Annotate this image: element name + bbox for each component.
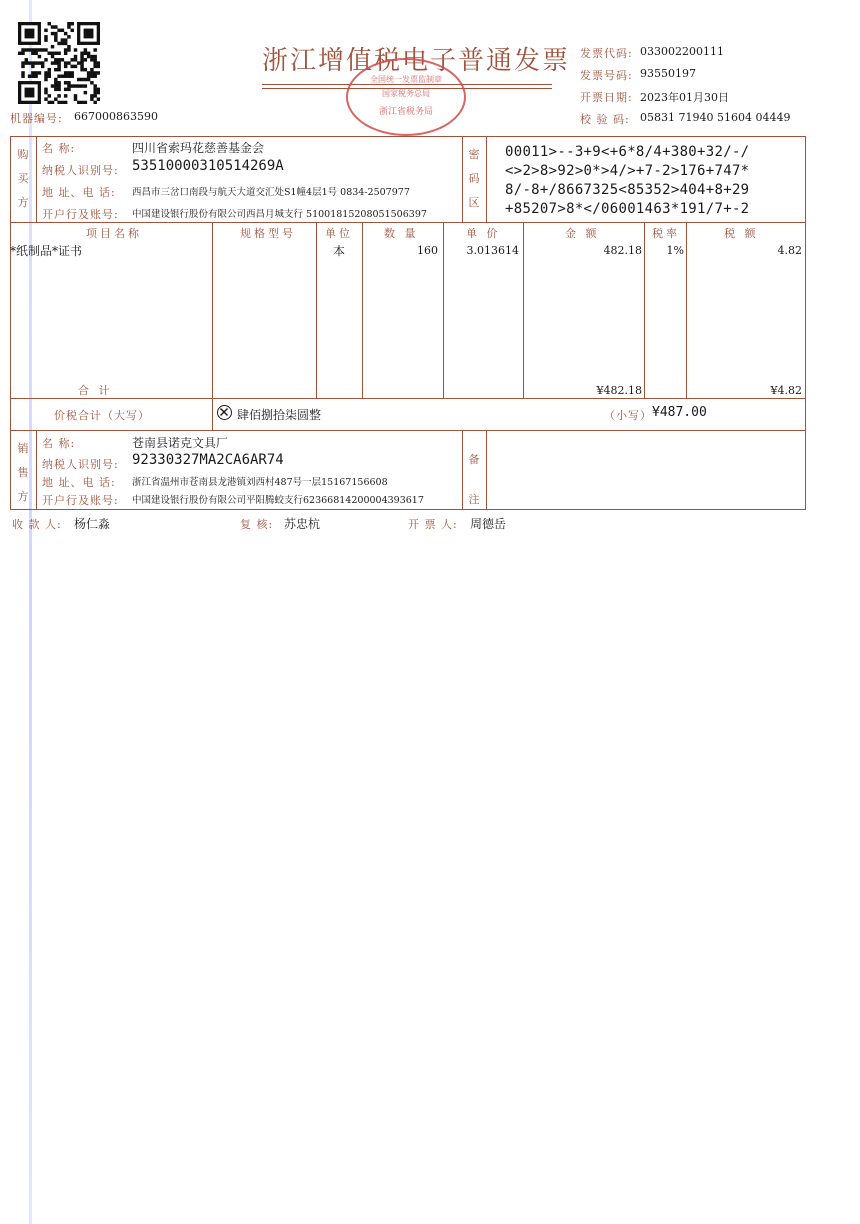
seller-side-divider [36,430,37,510]
close-cross-icon [217,405,232,420]
invoice-number-label: 发票号码: [580,69,633,82]
invoice-number: 93550197 [640,67,696,80]
buyer-cipher-divider-2 [486,136,487,222]
buyer-address-label: 地 址、电 话: [42,186,116,199]
buyer-taxid: 53510000310514269A [132,158,284,174]
payee-label: 收 款 人: [12,518,62,531]
issue-date: 2023年01月30日 [640,91,729,104]
seller-address: 浙江省温州市苍南县龙港镇刘西村487号一层15167156608 [132,477,388,488]
drawer: 周德岳 [470,517,507,531]
seller-address-label: 地 址、电 话: [42,476,116,489]
cipher-line-4: +85207>8*</06001463*191/7+-2 [505,201,750,217]
item-unit: 本 [333,244,346,258]
grand-total-small-value: ¥487.00 [652,405,707,420]
total-label: 合 计 [78,384,113,397]
seller-remarks-divider-2 [486,430,487,510]
buyer-side-label: 购 买 方 [17,148,29,209]
seller-remarks-divider-1 [462,430,463,510]
check-code-label: 校 验 码: [580,113,630,126]
rule-items-bottom [10,398,806,399]
header-rate: 税率 [652,227,680,240]
machine-number: 667000863590 [74,110,158,123]
check-code: 05831 71940 51604 04449 [640,111,791,124]
total-tax: ¥4.82 [770,384,802,397]
invoice-code: 033002200111 [640,45,724,58]
reviewer-label: 复 核: [240,518,274,531]
invoice-code-label: 发票代码: [580,47,633,60]
item-tax: 4.82 [777,244,802,257]
item-tax-rate: 1% [666,244,684,257]
seller-taxid: 92330327MA2CA6AR74 [132,452,284,468]
issue-date-label: 开票日期: [580,91,633,104]
item-amount: 482.18 [603,244,642,257]
header-item-name: 项目名称 [86,227,142,240]
col-divider-unit [316,222,317,398]
col-divider-qty [362,222,363,398]
col-divider-tax [686,222,687,398]
seller-name-label: 名 称: [42,437,76,450]
col-divider-spec [212,222,213,398]
seller-taxid-label: 纳税人识别号: [42,458,119,471]
rule-total-bottom [10,430,806,431]
header-spec: 规格型号 [240,227,296,240]
buyer-bank-label: 开户行及账号: [42,208,119,221]
drawer-label: 开 票 人: [408,518,458,531]
seller-bank: 中国建设银行股份有限公司平阳腾蛟支行62366814200004393617 [132,495,424,506]
buyer-side-divider [36,136,37,222]
remarks-label: 备 注 [468,453,480,506]
buyer-cipher-divider-1 [462,136,463,222]
seal-line-1: 全国统一发票监制章 [370,75,442,84]
header-price: 单 价 [466,227,501,240]
invoice-title: 浙江增值税电子普通发票 [262,46,571,76]
qr-code [18,22,100,104]
grand-total-small-label: （小写） [604,409,652,422]
total-amount: ¥482.18 [596,384,642,397]
buyer-name: 四川省索玛花慈善基金会 [132,141,265,155]
header-qty: 数 量 [384,227,419,240]
seller-side-label: 销 售 方 [17,442,29,503]
grand-total-words: 肆佰捌拾柒圆整 [237,408,322,422]
payee: 杨仁淼 [74,517,111,531]
grand-total-divider [212,398,213,430]
col-divider-rate [644,222,645,398]
buyer-address: 西昌市三岔口南段与航天大道交汇处S1幢4层1号 0834-2507977 [132,187,410,198]
col-divider-amount [523,222,524,398]
reviewer: 苏忠杭 [284,517,321,531]
machine-number-label: 机器编号: [10,112,63,125]
seal-line-2: 国家税务总局 [382,89,430,98]
item-price: 3.013614 [466,244,519,257]
buyer-name-label: 名 称: [42,142,76,155]
buyer-bank: 中国建设银行股份有限公司西昌月城支行 51001815208051506397 [132,209,427,220]
cipher-line-2: <>2>8>92>0*>4/>+7-2>176+747* [505,163,750,179]
cipher-line-3: 8/-8+/8667325<85352>404+8+29 [505,182,750,198]
seller-bank-label: 开户行及账号: [42,494,119,507]
buyer-taxid-label: 纳税人识别号: [42,164,119,177]
header-amount: 金 额 [565,227,600,240]
official-seal [346,58,466,136]
item-name: *纸制品*证书 [10,244,83,258]
col-divider-price [443,222,444,398]
header-unit: 单位 [325,227,353,240]
grand-total-label: 价税合计（大写） [54,409,150,422]
cipher-area-label: 密 码 区 [468,148,480,209]
header-tax: 税 额 [724,227,759,240]
cipher-line-1: 00011>--3+9<+6*8/4+380+32/-/ [505,144,750,160]
item-qty: 160 [417,244,438,257]
seller-name: 苍南县诺克文具厂 [132,436,229,450]
seal-line-3: 浙江省税务局 [378,107,433,117]
